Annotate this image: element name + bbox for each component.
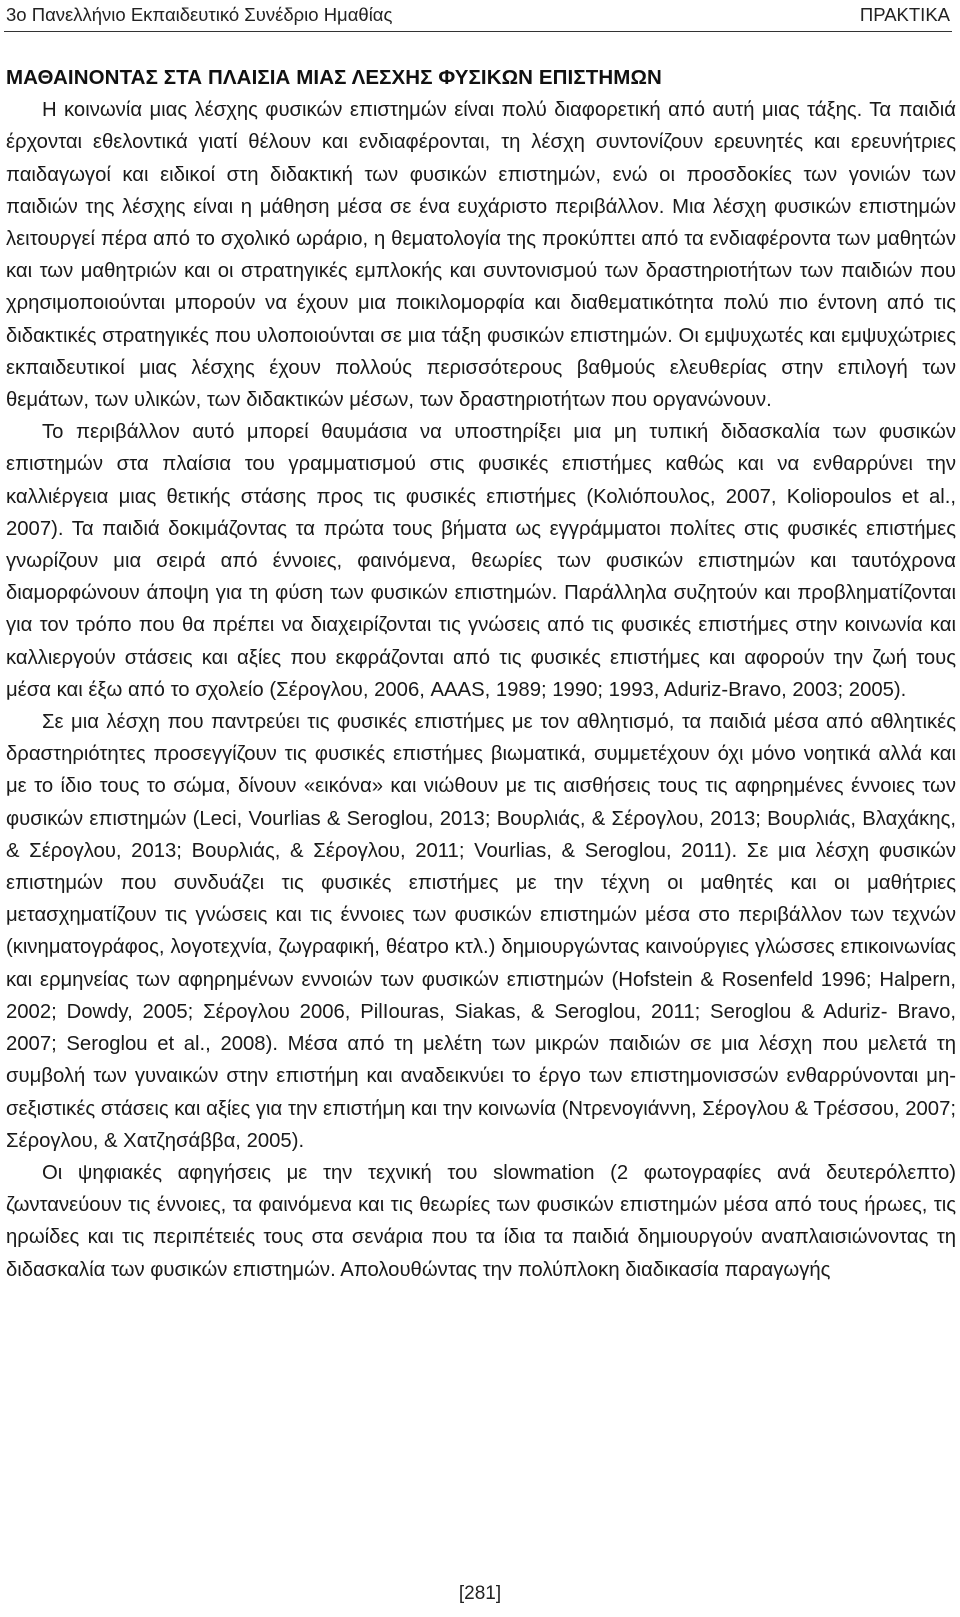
paragraph: Η κοινωνία μιας λέσχης φυσικών επιστημών είναι πολύ διαφορετική από αυτή μιας τάξης. Τα παιδιά έρχονται εθελοντικά γιατί θέλουν και ενδιαφέρονται, τη λέσχη συντονίζουν ερευνητές και ερευνήτριες παιδαγωγοί και ειδικοί στη διδακτική των φυσικών επιστημών, ενώ οι προσδοκίες των γονιών των παιδιών της λέσχης είναι η μάθηση μέσα σε ένα ευχάριστο περιβάλλον. Μια λέσχη φυσικών επιστημών λειτουργεί πέρα από το σχολικό ωράριο, η θεματολογία της προκύπτει από τα ενδιαφέροντα των μαθητών και των μαθητριών και οι στρατηγικές εμπλοκής και συντονισμού των δραστηριοτήτων των παιδιών που χρησιμοποιούνται μπορούν να έχουν μια ποικιλομορφία και διαθεματικότητα πολύ πιο έντονη από τις διδακτικές στρατηγικές που υλοποιούνται σε μια τάξη φυσικών επιστημών. Οι εμψυχωτές και εμψυχώτριες εκπαιδευτικοί μιας λέσχης έχουν πολλούς περισσότερους βαθμούς ελευθερίας στην επιλογή των θεμάτων, των υλικών, των διδακτικών μέσων, των δραστηριοτήτων που οργανώνουν.	[6, 99, 956, 412]
conference-title: 3ο Πανελλήνιο Εκπαιδευτικό Συνέδριο Ημαθίας	[6, 4, 393, 25]
paragraph: Σε μια λέσχη που παντρεύει τις φυσικές επιστήμες με τον αθλητισμό, τα παιδιά μέσα από αθλητικές δραστηριότητες προσεγγίζουν τις φυσικές επιστήμες βιωματικά, συμμετέχουν όχι μόνο νοητικά αλλά και με το ίδιο τους το σώμα, δίνουν «εικόνα» και νιώθουν με τις αισθήσεις τους τις αφηρημένες έννοιες των φυσικών επιστημών (Leci, Vourlias & Seroglou, 2013; Βουρλιάς, & Σέρογλου, 2013; Βουρλιάς, Βλαχάκης, & Σέρογλου, 2013; Βουρλιάς, & Σέρογλου, 2011; Vourlias, & Seroglou, 2011). Σε μια λέσχη φυσικών επιστημών που συνδυάζει τις φυσικές επιστήμες με την τέχνη οι μαθητές και οι μαθήτριες μετασχηματίζουν τις γνώσεις και τις έννοιες των φυσικών επιστημών μέσα στο περιβάλλον των τεχνών (κινηματογράφος, λογοτεχνία, ζωγραφική, θέατρο κτλ.) δημιουργώντας καινούργιες γλώσσες επικοινωνίας και ερμηνείας των αφηρημένων εννοιών των φυσικών επιστημών (Hofstein & Rosenfeld 1996; Halpern, 2002; Dowdy, 2005; Σέρογλου 2006, PilIouras, Siakas, & Seroglou, 2011; Seroglou & Aduriz- Bravo, 2007; Seroglou et al., 2008). Μέσα από τη μελέτη των μικρών παιδιών σε μια λέσχη που μελετά τη συμβολή των γυναικών στην επιστήμη και αναδεικνύει το έργο των επιστημονισσών ενθαρρύνονται μη-σεξιστικές στάσεις και αξίες για την επιστήμη και την κοινωνία (Ντρενογιάννη, Σέρογλου & Τρέσσου, 2007; Σέρογλου, & Χατζησάββα, 2005).	[6, 711, 956, 1152]
section-heading: ΜΑΘΑΙΝΟΝΤΑΣ ΣΤΑ ΠΛΑΙΣΙΑ ΜΙΑΣ ΛΕΣΧΗΣ ΦΥΣΙΚΩΝ ΕΠΙΣΤΗΜΩΝ	[6, 66, 662, 89]
proceedings-label: ΠΡΑΚΤΙΚΑ	[859, 4, 950, 25]
body-text	[6, 62, 956, 1286]
paragraph: Οι ψηφιακές αφηγήσεις με την τεχνική του slowmation (2 φωτογραφίες ανά δευτερόλεπτο) ζωντανεύουν τις έννοιες, τα φαινόμενα και τις θεωρίες των φυσικών επιστημών μέσα από τους ήρωες, τις ηρωίδες και τις περιπέτειές τους στα σενάρια που τα ίδια τα παιδιά δημιουργούν αναπλαισιώνοντας τη διδασκαλία των φυσικών επιστημών. Απολουθώντας την πολύπλοκη διαδικασία παραγωγής	[6, 1161, 956, 1281]
page-number: [281]	[458, 1583, 502, 1604]
running-header	[6, 0, 950, 30]
header-divider	[4, 31, 952, 32]
paragraph: Το περιβάλλον αυτό μπορεί θαυμάσια να υποστηρίξει μια μη τυπική διδασκαλία των φυσικών επιστημών στα πλαίσια του γραμματισμού στις φυσικές επιστήμες καθώς και να ενθαρρύνει την καλλιέργεια μιας θετικής στάσης προς τις φυσικές επιστήμες (Κολιόπουλος, 2007, Koliopoulos et al., 2007). Τα παιδιά δοκιμάζοντας τα πρώτα τους βήματα ως εγγράμματοι πολίτες στις φυσικές επιστήμες γνωρίζουν μια σειρά από έννοιες, φαινόμενα, θεωρίες των φυσικών επιστημών και ταυτόχρονα διαμορφώνουν άποψη για τη φύση των φυσικών επιστημών. Παράλληλα συζητούν και προβληματίζονται για τον τρόπο που θα πρέπει να διαχειρίζονται τις γνώσεις από τις φυσικές επιστήμες στην κοινωνία και καλλιεργούν στάσεις και αξίες που εκφράζονται από τις φυσικές επιστήμες και αφορούν την ζωή τους μέσα και έξω από το σχολείο (Σέρογλου, 2006, AAAS, 1989; 1990; 1993, Aduriz-Bravo, 2003; 2005).	[6, 421, 956, 701]
